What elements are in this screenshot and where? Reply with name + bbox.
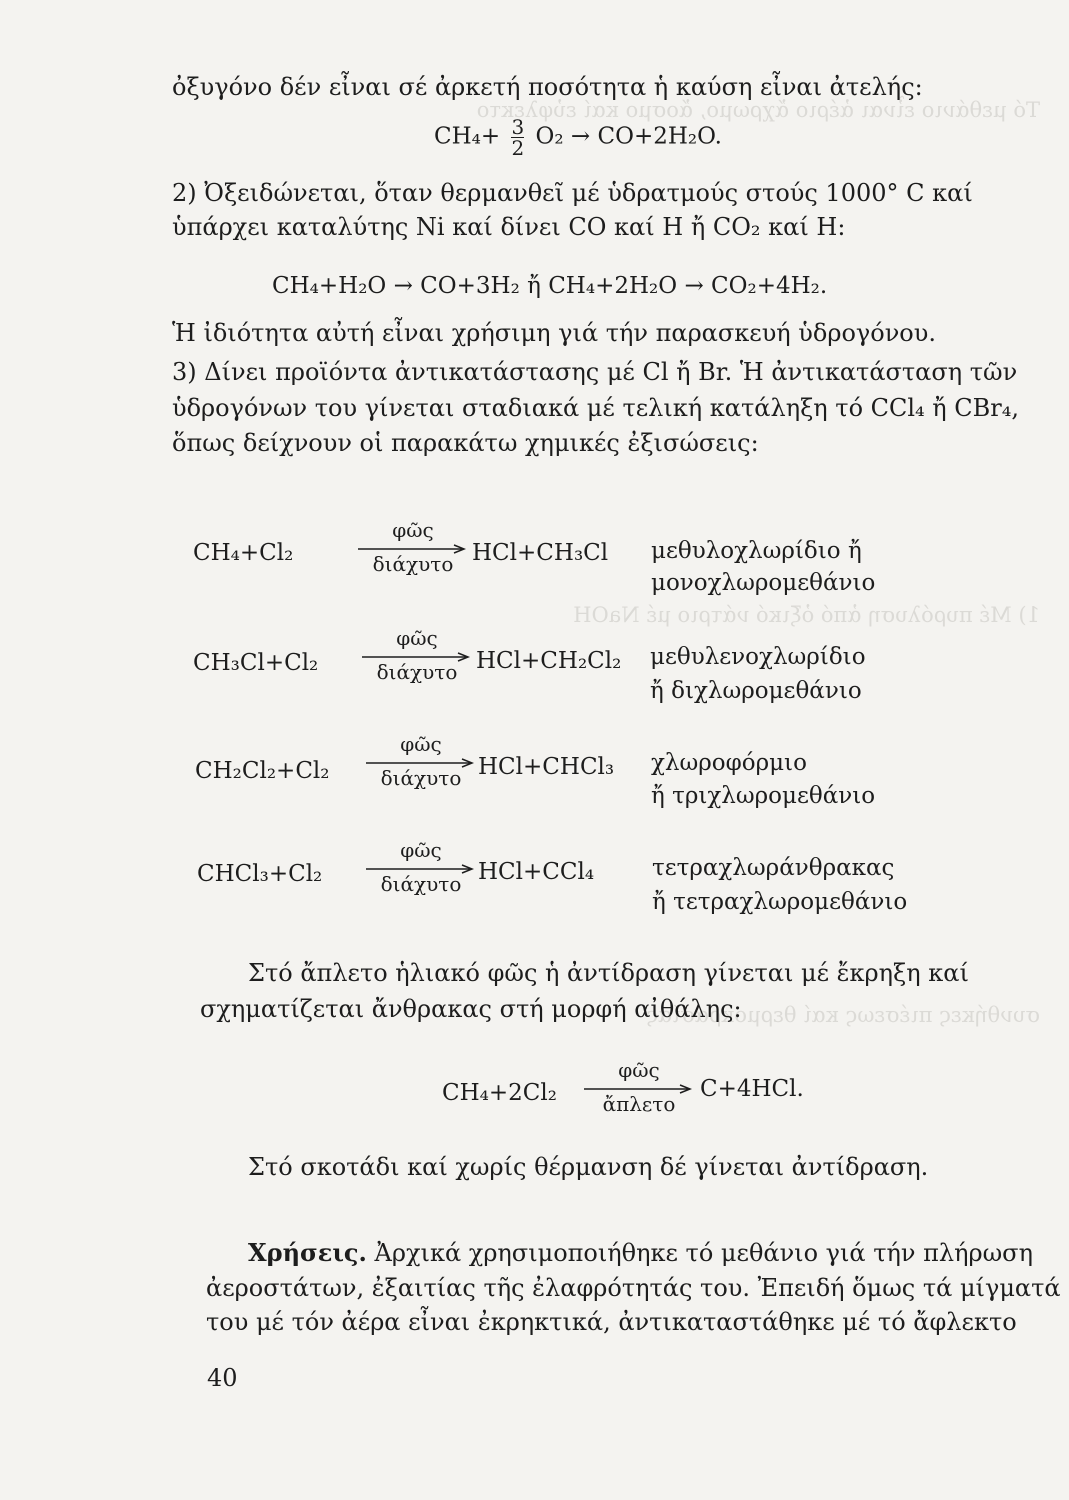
reaction-2-condition-above: φῶς	[396, 626, 438, 650]
reaction-2-condition-below: διάχυτο	[376, 660, 458, 684]
explosion-arrow	[584, 1058, 694, 1118]
bleed-through-decoration: Τό μεθάνιο εἶναι ἀέριο ἄχρωμο, ἄοσμο καί εὐφλεκτο	[476, 98, 1040, 122]
paragraph-5: Στό σκοτάδι καί χωρίς θέρμανση δέ γίνεται ἀντίδραση.	[248, 1153, 929, 1181]
reaction-2-products: HCl+CH₂Cl₂	[476, 648, 622, 674]
paragraph-2-line-1: 2) Ὀξειδώνεται, ὅταν θερμανθεῖ μέ ὑδρατμούς στούς 1000° C καί	[172, 179, 973, 207]
reaction-1-name-1: μεθυλοχλωρίδιο ἤ	[651, 538, 862, 564]
paragraph-3-line-1: Ἡ ἰδιότητα αὐτή εἶναι χρήσιμη γιά τήν παρασκευή ὑδρογόνου.	[172, 319, 936, 347]
paragraph-4-line-2: σχηματίζεται ἄνθρακας στή μορφή αἰθάλης:	[200, 995, 742, 1023]
reaction-3-condition-below: διάχυτο	[380, 766, 462, 790]
combustion-equation	[434, 117, 722, 158]
bleed-through-decoration: συνθήκες πιέσεως καί θερμοκρασίας	[646, 1003, 1040, 1027]
fraction-denominator: 2	[511, 136, 525, 160]
reaction-1-condition-above: φῶς	[392, 518, 434, 542]
reaction-1-reactants: CH₄+Cl₂	[193, 540, 294, 566]
reaction-4-reactants: CHCl₃+Cl₂	[197, 861, 323, 887]
reaction-1-condition-below: διάχυτο	[372, 552, 454, 576]
paragraph-3-line-3: ὑδρογόνων του γίνεται σταδιακά μέ τελική κατάληξη τό CCl₄ ἤ CBr₄,	[172, 394, 1020, 422]
reaction-3-products: HCl+CHCl₃	[478, 754, 615, 780]
paragraph-4-line-1: Στό ἄπλετο ἡλιακό φῶς ἡ ἀντίδραση γίνεται μέ ἔκρηξη καί	[248, 959, 969, 987]
reaction-1-name-2: μονοχλωρομεθάνιο	[651, 570, 876, 596]
reaction-2-arrow	[362, 626, 472, 686]
uses-line-3: του μέ τόν ἀέρα εἶναι ἐκρηκτικά, ἀντικαταστάθηκε μέ τό ἄφλεκτο	[206, 1308, 1017, 1336]
reaction-2-name-2: ἤ διχλωρομεθάνιο	[650, 678, 862, 704]
reaction-4-arrow	[366, 838, 476, 898]
reaction-2-reactants: CH₃Cl+Cl₂	[193, 650, 319, 676]
reaction-3-condition-above: φῶς	[400, 732, 442, 756]
reaction-4-products: HCl+CCl₄	[478, 859, 595, 885]
reaction-1-arrow	[358, 518, 468, 578]
fraction-numerator: 3	[511, 115, 525, 139]
reaction-3-name-2: ἤ τριχλωρομεθάνιο	[651, 783, 876, 809]
paragraph-3-line-4: ὅπως δείχνουν οἱ παρακάτω χημικές ἐξισώσεις:	[172, 429, 759, 457]
reaction-4-name-1: τετραχλωράνθρακας	[652, 855, 895, 881]
reaction-3-reactants: CH₂Cl₂+Cl₂	[195, 758, 330, 784]
reaction-4-condition-above: φῶς	[400, 838, 442, 862]
fraction	[511, 117, 524, 158]
reaction-1-products: HCl+CH₃Cl	[472, 540, 609, 566]
reaction-4-condition-below: διάχυτο	[380, 872, 462, 896]
uses-heading: Χρήσεις.	[248, 1238, 367, 1267]
explosion-products: C+4HCl.	[700, 1076, 804, 1102]
paragraph-2-line-2: ὑπάρχει καταλύτης Ni καί δίνει CO καί H ἤ CO₂ καί H:	[172, 213, 846, 241]
reaction-4-name-2: ἤ τετραχλωρομεθάνιο	[652, 889, 908, 915]
explosion-reactants: CH₄+2Cl₂	[442, 1080, 557, 1106]
page-number: 40	[207, 1364, 238, 1392]
reaction-2-name-1: μεθυλενοχλωρίδιο	[650, 644, 866, 670]
uses-line-2: ἀεροστάτων, ἐξαιτίας τῆς ἐλαφρότητάς του. Ἐπειδή ὅμως τά μίγματά	[206, 1274, 1061, 1302]
reaction-3-name-1: χλωροφόρμιο	[651, 750, 807, 776]
bleed-through-decoration: 1) Μέ πυρόλυση ἀπό ὀξικό νάτριο μέ NaOH	[573, 603, 1040, 627]
eq-rest: O₂ → CO+2H₂O.	[535, 123, 722, 150]
reaction-3-arrow	[366, 732, 476, 792]
uses-text-1: Ἀρχικά χρησιμοποιήθηκε τό μεθάνιο γιά τήν πλήρωση	[374, 1239, 1033, 1267]
steam-reforming-equation: CH₄+H₂O → CO+3H₂ ἤ CH₄+2H₂O → CO₂+4H₂.	[272, 273, 828, 299]
uses-line-1	[248, 1238, 1033, 1268]
paragraph-3-line-2: 3) Δίνει προϊόντα ἀντικατάστασης μέ Cl ἤ Br. Ἡ ἀντικατάσταση τῶν	[172, 358, 1018, 386]
explosion-condition-above: φῶς	[618, 1058, 660, 1082]
explosion-condition-below: ἄπλετο	[602, 1092, 676, 1116]
intro-line: ὀξυγόνο δέν εἶναι σέ ἀρκετή ποσότητα ἡ καύση εἶναι ἀτελής:	[172, 73, 923, 101]
eq-left: CH₄+	[434, 123, 501, 150]
